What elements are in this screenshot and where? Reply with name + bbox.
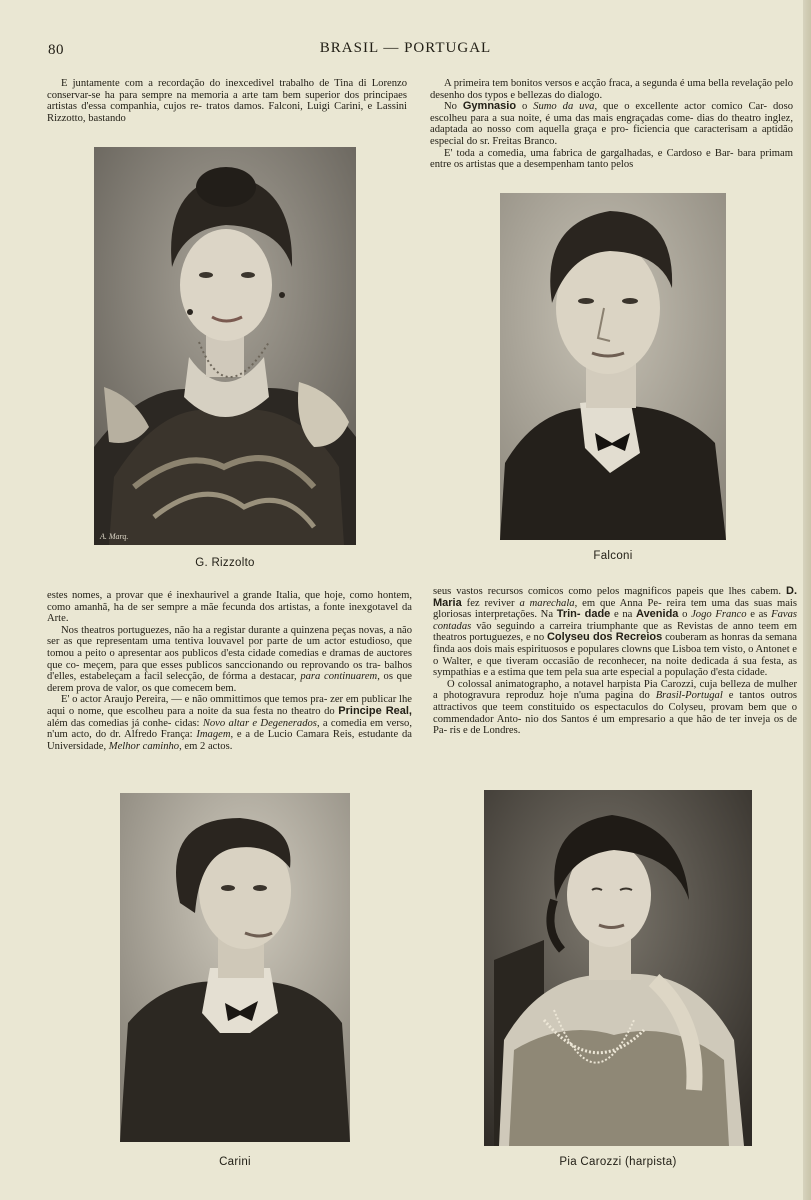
- play-title: Novo altar e Degenerados: [202, 717, 317, 729]
- theatre-name: Avenida: [636, 608, 679, 621]
- text-run: seus vastos recursos comicos como pelos magnificos papeis que lhes cabem.: [433, 586, 786, 597]
- text-run: o: [678, 609, 692, 621]
- text-run: couberam as honras da semana finda aos dois mais espirituosos e populares clowns que Lisboa tem visto, o Antonet e o Walter, e que tiveram occasião de reconhecer, na noite dedicada á sua festa, as sympathias e a estima que tem pela sua arte especial a população d'esta cidade.: [433, 632, 797, 679]
- photo-falconi: [500, 193, 726, 540]
- photo-carini: [120, 793, 350, 1142]
- paragraph: E juntamente com a recordação do inexcedivel trabalho de Tina di Lorenzo conservar-se ha para sempre na memoria a arte tam bem superior dos principaes artistas d'essa companhia, cujos re- tratos damos. Falconi, Luigi Carini, e Lassini Rizzotto, bastando: [47, 78, 407, 124]
- text-run: , e a de Lucio Camara Reis, estudante da Universidade,: [47, 729, 412, 752]
- running-head: BRASIL — PORTUGAL: [319, 40, 492, 56]
- text-run: , em 2 actos.: [179, 740, 233, 752]
- col2-top-text: [430, 78, 793, 171]
- text-run: , os que derem prova de valor, os que comecem bem.: [47, 671, 412, 694]
- caption-falconi: Falconi: [593, 550, 633, 562]
- italic-run: para continuarem: [300, 671, 378, 683]
- col1-bottom-text: [47, 590, 412, 752]
- paragraph: [433, 586, 797, 679]
- text-run: fez reviver: [461, 597, 520, 609]
- paragraph: [430, 101, 793, 147]
- caption-carini: Carini: [219, 1156, 251, 1168]
- text-run: E' o actor Araujo Pereira, — e não ommittimos que temos pra- zer em publicar lhe aqui o nome, que escolheu para a noite da sua festa no theatro do: [47, 694, 412, 717]
- play-title: Imagem: [196, 729, 231, 741]
- caption-rizzotto: G. Rizzolto: [195, 557, 255, 569]
- play-title: a marechala: [519, 597, 575, 609]
- page-number: 80: [48, 42, 64, 58]
- play-title: Favas contadas: [433, 609, 797, 632]
- text-run: e na: [610, 609, 637, 621]
- text-run: , em que Anna Pe- reira tem uma das suas mais gloriosas interpretações. Na: [433, 597, 798, 621]
- text-run: e tantos outros attractivos que teem constituido os espectaculos do Colyseu, provam bem que o commendador Anto- nio dos Santos é um empresario a que hão de ter inveja os de Pa- ris e de Londres.: [433, 690, 798, 737]
- paragraph: [47, 625, 412, 695]
- text-run: , a comedia em verso, n'um acto, do dr. Alfredo França:: [47, 717, 412, 741]
- caption-carozzi: Pia Carozzi (harpista): [559, 1156, 677, 1168]
- text-run: Nos theatros portuguezes, não ha a registar durante a quinzena peças novas, a não ser as que representam uma tentiva louvavel por parte de um actor estudioso, que tomou a peito o apresentar aos publicos d'esta cidade comedias e dramas de auctores que co- meçem, para que esses publicos sanccionando ou reprovando os tra- balhos d'elles, estabeleçam a facil selecção, de fórma a destacar,: [47, 624, 412, 683]
- photo-rizzotto: [94, 147, 356, 545]
- text-run: vão seguindo a carreira triumphante que as Revistas de anno teem em theatros portuguezes, e no: [433, 620, 797, 644]
- play-title: Melhor caminho: [108, 740, 180, 752]
- text-run: No: [444, 101, 463, 113]
- paragraph: A primeira tem bonitos versos e acção fraca, a segunda é uma bella revelação pelo desenho dos typos e bellezas do dialogo.: [430, 78, 793, 101]
- theatre-name: D. Maria: [433, 585, 797, 609]
- theatre-name: Principe Real,: [338, 704, 412, 717]
- portrait-man-illustration: [120, 793, 350, 1142]
- page-edge: [803, 0, 811, 1200]
- text-run: o: [516, 101, 534, 113]
- text-run: O colossal animatographo, a notavel harpista Pia Carozzi, cuja belleza de mulher a photogravura reproduz hoje n'uma pagina do: [433, 678, 797, 702]
- play-title: Jogo Franco: [691, 609, 747, 621]
- theatre-name: Colyseu dos Recreios: [546, 631, 663, 644]
- portrait-woman-illustration: [484, 790, 752, 1146]
- col1-top-text: [47, 78, 407, 124]
- theatre-name: Gymnasio: [462, 100, 517, 113]
- col2-bottom-text: [433, 586, 797, 737]
- photo-signature: A. Marq.: [100, 532, 129, 541]
- photo-carozzi: [484, 790, 752, 1146]
- text-run: e as: [746, 609, 772, 621]
- paragraph: E' toda a comedia, uma fabrica de gargalhadas, e Cardoso e Bar- bara primam entre os artistas que a desempenham tanto pelos: [430, 147, 793, 171]
- italic-run: Brasil-Portugal: [655, 690, 723, 702]
- paragraph: [47, 694, 412, 752]
- paragraph: [433, 679, 797, 737]
- play-title: Sumo da uva: [533, 101, 595, 113]
- theatre-name: Trin- dade: [556, 608, 611, 621]
- portrait-woman-illustration: [94, 147, 356, 545]
- paragraph: estes nomes, a provar que é inexhaurivel a grande Italia, que hoje, como hontem, como amanhã, ha de ser sempre a mãe fecunda dos artistas, a fonte inexgotavel da Arte.: [47, 590, 412, 625]
- portrait-man-illustration: [500, 193, 726, 540]
- text-run: além das comedias já conhe- cidas:: [47, 717, 203, 729]
- text-run: , que o excellente actor comico Car- doso escolheu para a sua noite, é uma das mais engraçadas come- dias do theatro inglez, adaptada ao nosso com aquella graça e pro- ficiencia que caracterisam a aptidão especial do sr. Freitas Branco.: [430, 101, 793, 147]
